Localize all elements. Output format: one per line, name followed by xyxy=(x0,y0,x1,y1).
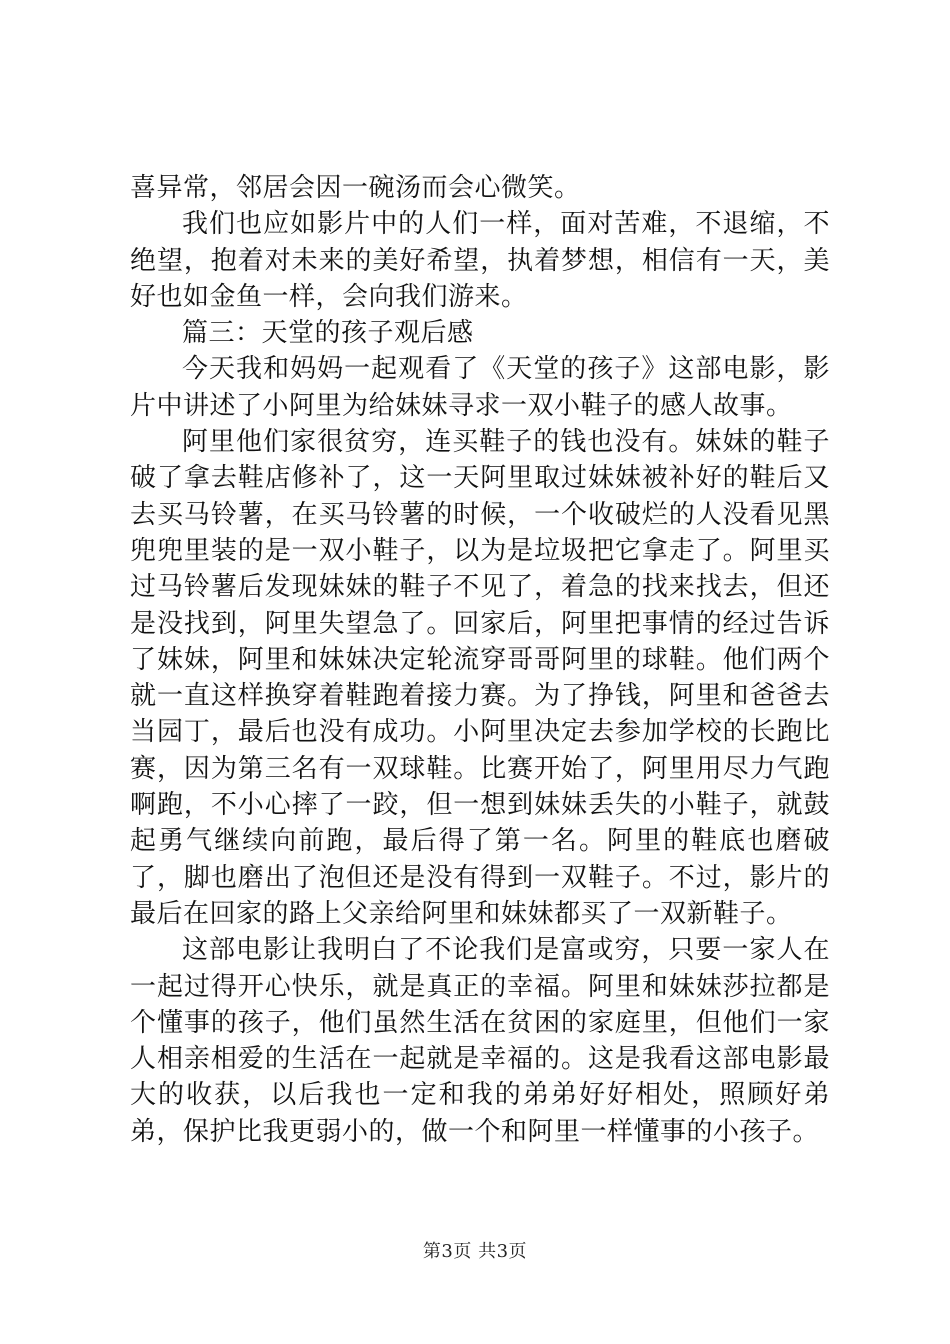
page-number-footer: 第3页 共3页 xyxy=(422,1241,528,1262)
paragraph: 这部电影让我明白了不论我们是富或穷，只要一家人在一起过得开心快乐，就是真正的幸福。阿里和妹妹莎拉都是个懂事的孩子，他们虽然生活在贫困的家庭里，但他们一家人相亲相爱的生活在一起就是幸福的。这是我看这部电影最大的收获，以后我也一定和我的弟弟好好相处，照顾好弟弟，保护比我更弱小的，做一个和阿里一样懂事的小孩子。 xyxy=(130,935,830,1147)
paragraph: 我们也应如影片中的人们一样，面对苦难，不退缩，不绝望，抱着对未来的美好希望，执着梦想，相信有一天，美好也如金鱼一样，会向我们游来。 xyxy=(130,209,830,312)
section-heading: 篇三：天堂的孩子观后感 xyxy=(182,318,474,349)
document-body xyxy=(130,170,830,1150)
paragraph: 今天我和妈妈一起观看了《天堂的孩子》这部电影，影片中讲述了小阿里为给妹妹寻求一双小鞋子的感人故事。 xyxy=(130,354,830,421)
paragraph: 阿里他们家很贫穷，连买鞋子的钱也没有。妹妹的鞋子破了拿去鞋店修补了，这一天阿里取过妹妹被补好的鞋后又去买马铃薯，在买马铃薯的时候，一个收破烂的人没看见黑兜兜里装的是一双小鞋子，以为是垃圾把它拿走了。阿里买过马铃薯后发现妹妹的鞋子不见了，着急的找来找去，但还是没找到，阿里失望急了。回家后，阿里把事情的经过告诉了妹妹，阿里和妹妹决定轮流穿哥哥阿里的球鞋。他们两个就一直这样换穿着鞋跑着接力赛。为了挣钱，阿里和爸爸去当园丁，最后也没有成功。小阿里决定去参加学校的长跑比赛，因为第三名有一双球鞋。比赛开始了，阿里用尽力气跑啊跑，不小心摔了一跤，但一想到妹妹丢失的小鞋子，就鼓起勇气继续向前跑，最后得了第一名。阿里的鞋底也磨破了，脚也磨出了泡但还是没有得到一双鞋子。不过，影片的最后在回家的路上父亲给阿里和妹妹都买了一双新鞋子。 xyxy=(130,427,830,929)
paragraph-continuation: 喜异常，邻居会因一碗汤而会心微笑。 xyxy=(130,173,581,203)
